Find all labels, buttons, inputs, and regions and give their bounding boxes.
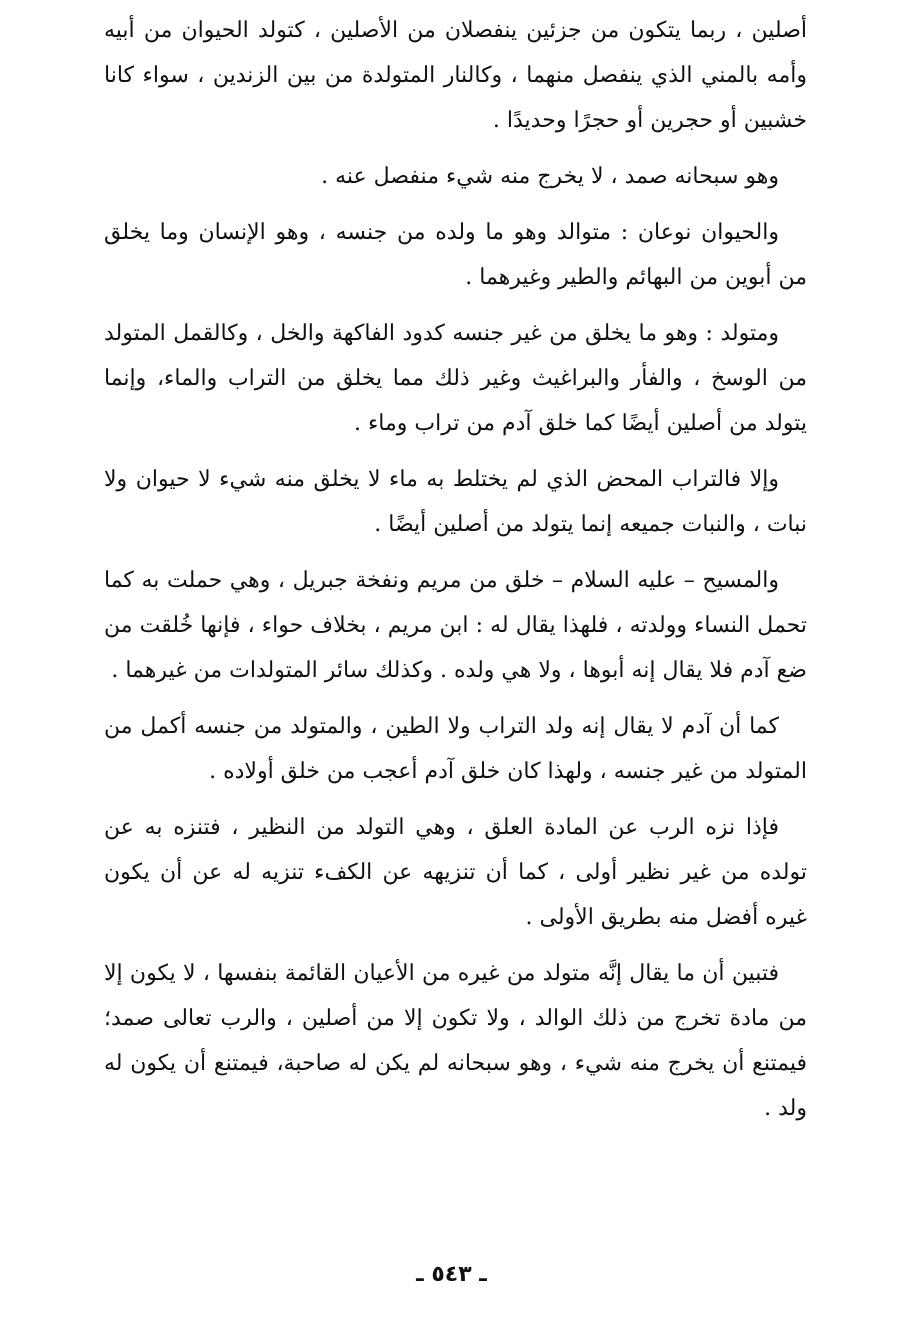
page-number: ـ ٥٤٣ ـ <box>416 1262 487 1287</box>
paragraph-6: والمسيح – عليه السلام – خلق من مريم ونفخة جبريل ، وهي حملت به كما تحمل النساء وولدته ، فلهذا يقال له : ابن مريم ، بخلاف حواء ، فإنها خُلقت من ضع آدم فلا يقال إنه أبوها ، ولا هي ولده . وكذلك سائر المتولدات من غيرهما . <box>104 568 807 683</box>
paragraph-9: فتبين أن ما يقال إنَّه متولد من غيره من الأعيان القائمة بنفسها ، لا يكون إلا من مادة تخرج من ذلك الوالد ، ولا تكون إلا من أصلين ، والرب تعالى صمد؛ فيمتنع أن يخرج منه شيء ، وهو سبحانه لم يكن له صاحبة، فيمتنع أن يكون له ولد . <box>104 961 808 1121</box>
paragraph-1: أصلين ، ربما يتكون من جزئين ينفصلان من الأصلين ، كتولد الحيوان من أبيه وأمه بالمني الذي ينفصل منهما ، وكالنار المتولدة من بين الزندين ، سواء كانا خشبين أو حجرين أو حجرًا وحديدًا . <box>104 18 807 133</box>
page-body-text <box>104 8 807 1142</box>
paragraph-8: فإذا نزه الرب عن المادة العلق ، وهي التولد من النظير ، فتنزه به عن تولده من غير نظير أولى ، كما أن تنزيهه عن الكفء تنزيه له عن أن يكون غيره أفضل منه بطريق الأولى . <box>104 815 807 930</box>
paragraph-3: والحيوان نوعان : متوالد وهو ما ولده من جنسه ، وهو الإنسان وما يخلق من أبوين من البهائم والطير وغيرهما . <box>104 220 807 290</box>
paragraph-4: ومتولد : وهو ما يخلق من غير جنسه كدود الفاكهة والخل ، وكالقمل المتولد من الوسخ ، والفأر والبراغيث وغير ذلك مما يخلق من التراب والماء، وإنما يتولد من أصلين أيضًا كما خلق آدم من تراب وماء . <box>104 321 807 436</box>
paragraph-5: وإلا فالتراب المحض الذي لم يختلط به ماء لا يخلق منه شيء لا حيوان ولا نبات ، والنبات جميعه إنما يتولد من أصلين أيضًا . <box>104 467 807 537</box>
paragraph-7: كما أن آدم لا يقال إنه ولد التراب ولا الطين ، والمتولد من جنسه أكمل من المتولد من غير جنسه ، ولهذا كان خلق آدم أعجب من خلق أولاده . <box>104 714 807 784</box>
paragraph-2: وهو سبحانه صمد ، لا يخرج منه شيء منفصل عنه . <box>321 164 779 189</box>
